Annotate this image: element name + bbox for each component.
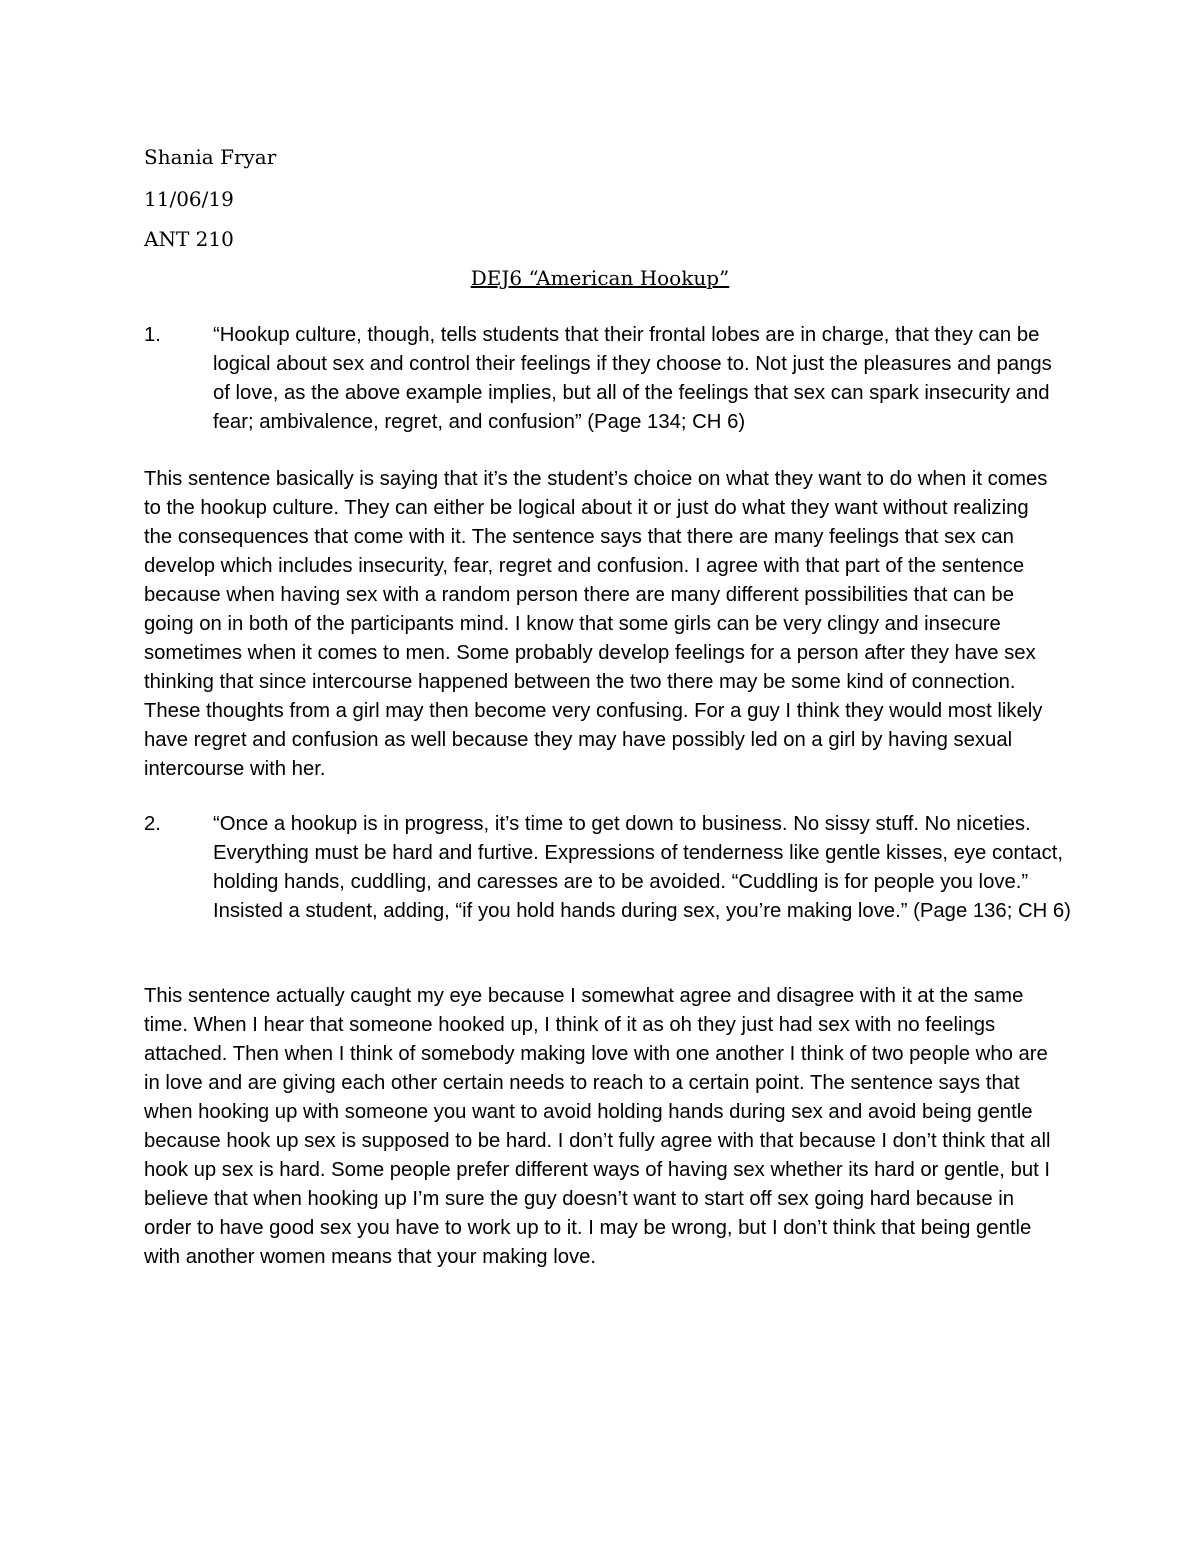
- quote-2: [144, 810, 1074, 926]
- response-paragraph-2: This sentence actually caught my eye because I somewhat agree and disagree with it at the same time. When I hear that someone hooked up, I think of it as oh they just had sex with no feelings attached. Then when I think of somebody making love with one another I think of two people who are in love and are giving each other certain needs to reach to a certain point. The sentence says that when hooking up with someone you want to avoid holding hands during sex and avoid being gentle because hook up sex is supposed to be hard. I don’t fully agree with that because I don’t think that all hook up sex is hard. Some people prefer different ways of having sex whether its hard or gentle, but I believe that when hooking up I’m sure the guy doesn’t want to start off sex going hard because in order to have good sex you have to work up to it. I may be wrong, but I don’t think that being gentle with another women means that your making love.: [144, 985, 1051, 1268]
- list-number-1: 1.: [144, 324, 161, 346]
- quote-text-2: “Once a hookup is in progress, it’s time to get down to business. No sissy stuff. No niceties. Everything must be hard and furtive. Expressions of tenderness like gentle kisses, eye contact, holding hands, cuddling, and caresses are to be avoided. “Cuddling is for people you love.” Insisted a student, adding, “if you hold hands during sex, you’re making love.” (Page 136; CH 6): [213, 813, 1071, 922]
- quote-text-1: “Hookup culture, though, tells students that their frontal lobes are in charge, that they can be logical about sex and control their feelings if they choose to. Not just the pleasures and pangs of love, as the above example implies, but all of the feelings that sex can spark insecurity and fear; ambivalence, regret, and confusion” (Page 134; CH 6): [213, 324, 1052, 433]
- author-name: Shania Fryar: [144, 145, 277, 169]
- course: ANT 210: [144, 227, 234, 251]
- quote-1: [144, 321, 1074, 437]
- response-paragraph-1: This sentence basically is saying that it’s the student’s choice on what they want to do when it comes to the hookup culture. They can either be logical about it or just do what they want without realizing the consequences that come with it. The sentence says that there are many feelings that sex can develop which includes insecurity, fear, regret and confusion. I agree with that part of the sentence because when having sex with a random person there are many different possibilities that can be going on in both of the participants mind. I know that some girls can be very clingy and insecure sometimes when it comes to men. Some probably develop feelings for a person after they have sex thinking that since intercourse happened between the two there may be some kind of connection. These thoughts from a girl may then become very confusing. For a guy I think they would most likely have regret and confusion as well because they may have possibly led on a girl by having sexual intercourse with her.: [144, 468, 1048, 780]
- list-number-2: 2.: [144, 813, 161, 835]
- document-title: DEJ6 “American Hookup”: [470, 266, 730, 290]
- date: 11/06/19: [144, 187, 234, 211]
